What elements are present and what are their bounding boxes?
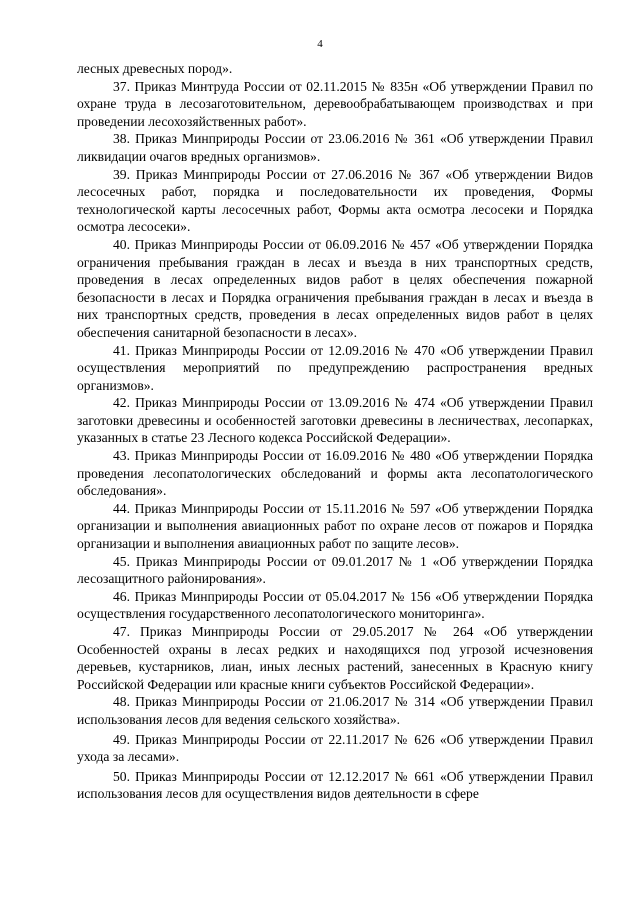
- list-item-40: 40. Приказ Минприроды России от 06.09.2016 № 457 «Об утверждении Порядка ограничения пребывания граждан в лесах и въезда в них транспортных средств, проведения в лесах определенных видов работ в целях обеспечения пожарной безопасности в лесах и Порядка ограничения пребывания граждан в лесах и въезда в них транспортных средств, проведения в лесах определенных видов работ в целях обеспечения санитарной безопасности в лесах».: [77, 236, 593, 340]
- list-item-47: 47. Приказ Минприроды России от 29.05.2017 № 264 «Об утверждении Особенностей охраны в лесах редких и находящихся под угрозой исчезновения деревьев, кустарников, лиан, иных лесных растений, занесенных в Красную книгу Российской Федерации или красные книги субъектов Российской Федерации».: [77, 624, 593, 692]
- list-item-48: 48. Приказ Минприроды России от 21.06.2017 № 314 «Об утверждении Правил использования лесов для ведения сельского хозяйства».: [77, 694, 593, 727]
- list-item-38: 38. Приказ Минприроды России от 23.06.2016 № 361 «Об утверждении Правил ликвидации очагов вредных организмов».: [77, 131, 593, 164]
- page-number: 4: [317, 38, 323, 50]
- list-item-43: 43. Приказ Минприроды России от 16.09.2016 № 480 «Об утверждении Порядка проведения лесопатологических обследований и формы акта лесопатологического обследования».: [77, 448, 593, 499]
- list-item-45: 45. Приказ Минприроды России от 09.01.2017 № 1 «Об утверждении Порядка лесозащитного районирования».: [77, 553, 593, 587]
- list-item-50: 50. Приказ Минприроды России от 12.12.2017 № 661 «Об утверждении Правил использования лесов для осуществления видов деятельности в сфере: [77, 768, 593, 802]
- list-item-44: 44. Приказ Минприроды России от 15.11.2016 № 597 «Об утверждении Порядка организации и выполнения авиационных работ по охране лесов от пожаров и Порядка организации и выполнения авиационных работ по защите лесов».: [77, 500, 593, 552]
- list-item-37: 37. Приказ Минтруда России от 02.11.2015 № 835н «Об утверждении Правил по охране труда в лесозаготовительном, деревообрабатывающем производствах и при проведении лесохозяйственных работ».: [77, 78, 593, 129]
- list-item-39: 39. Приказ Минприроды России от 27.06.2016 № 367 «Об утверждении Видов лесосечных работ, порядка и последовательности их проведения, Формы технологической карты лесосечных работ, Формы акта осмотра лесосеки и Порядка осмотра лесосеки».: [77, 166, 593, 235]
- document-body: [77, 60, 593, 803]
- paragraph-continuation: лесных древесных пород».: [77, 61, 233, 76]
- list-item-49: 49. Приказ Минприроды России от 22.11.2017 № 626 «Об утверждении Правил ухода за лесами».: [77, 731, 593, 765]
- list-item-41: 41. Приказ Минприроды России от 12.09.2016 № 470 «Об утверждении Правил осуществления мероприятий по предупреждению распространения вредных организмов».: [77, 342, 593, 393]
- list-item-46: 46. Приказ Минприроды России от 05.04.2017 № 156 «Об утверждении Порядка осуществления государственного лесопатологического мониторинга».: [77, 588, 593, 622]
- list-item-42: 42. Приказ Минприроды России от 13.09.2016 № 474 «Об утверждении Правил заготовки древесины и особенностей заготовки древесины в лесничествах, лесопарках, указанных в статье 23 Лесного кодекса Российской Федерации».: [77, 395, 593, 446]
